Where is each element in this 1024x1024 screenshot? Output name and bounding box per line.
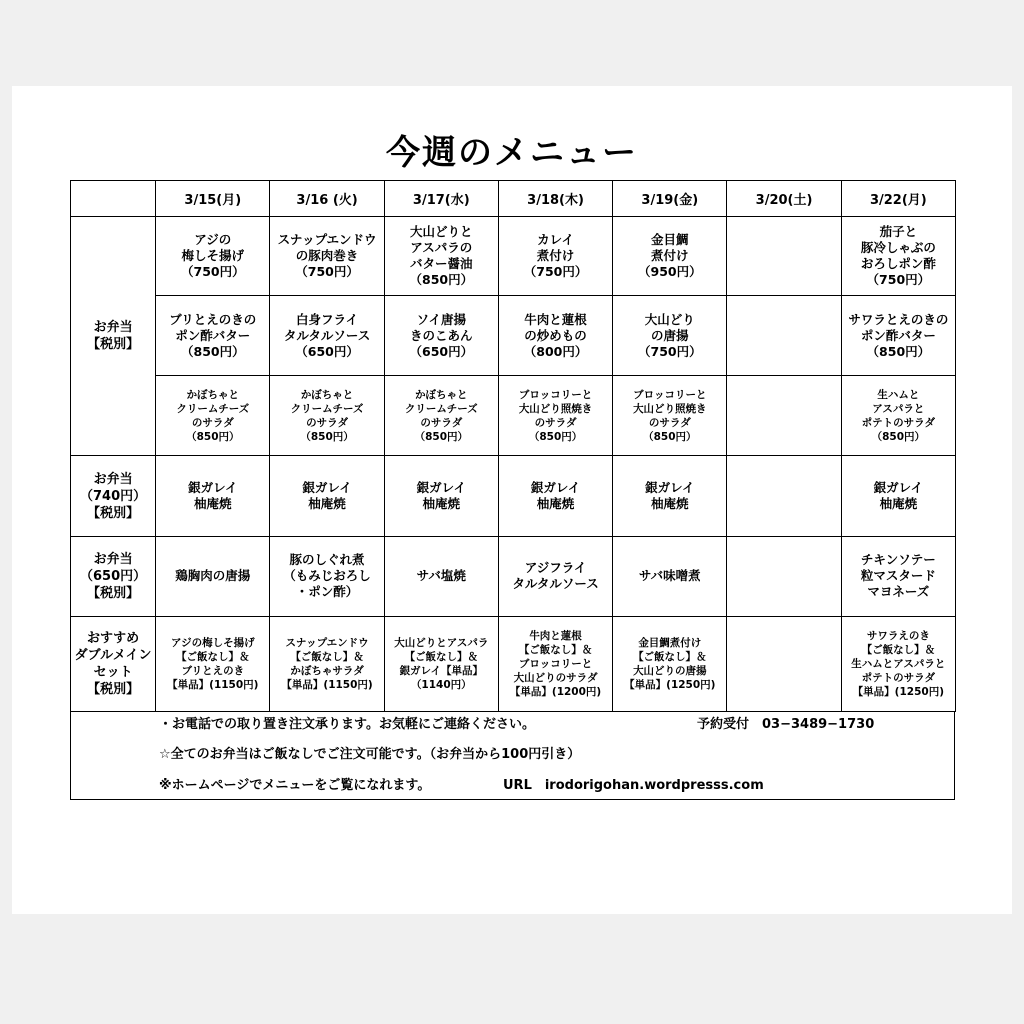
table-row	[71, 456, 956, 536]
day-header: 3/20(土)	[727, 181, 841, 217]
text-line: 大山どり照焼き	[518, 402, 593, 415]
menu-cell	[156, 456, 270, 536]
menu-cell	[613, 616, 727, 711]
table-row	[71, 217, 956, 296]
day-header: 3/18(木)	[498, 181, 612, 217]
table-row	[71, 376, 956, 456]
empty-cell	[727, 616, 841, 711]
empty-cell	[727, 456, 841, 536]
text-line: 茄子と	[879, 224, 918, 240]
text-line: 大山どり	[644, 311, 695, 327]
text-line: 【単品】(1200円)	[509, 685, 602, 698]
text-line: ・ポン酢）	[295, 584, 359, 600]
menu-cell	[841, 616, 955, 711]
corner-cell	[71, 181, 156, 217]
text-line: かぼちゃと	[300, 388, 354, 401]
menu-cell	[384, 217, 498, 296]
menu-cell	[841, 296, 955, 376]
text-line: 白身フライ	[295, 311, 359, 327]
text-line: クリームチーズ	[176, 402, 250, 415]
menu-cell	[498, 296, 612, 376]
text-line: （850円）	[866, 343, 931, 359]
text-line: 豚のしぐれ煮	[289, 552, 365, 568]
menu-cell	[156, 296, 270, 376]
menu-table	[70, 180, 956, 712]
menu-cell	[841, 217, 955, 296]
no-rice-note: ☆全てのお弁当はご飯なしでご注文可能です。（お弁当から100円引き）	[159, 747, 581, 762]
text-line: 生ハムとアスパラと	[851, 657, 946, 670]
text-line: ポン酢バター	[175, 327, 251, 343]
text-line: 梅しそ揚げ	[181, 248, 245, 264]
text-line: 【ご飯なし】＆	[290, 650, 364, 663]
menu-cell	[498, 536, 612, 616]
text-line: タルタルソース	[512, 576, 599, 592]
text-line: 柚庵焼	[194, 496, 232, 512]
text-line: のサラダ	[420, 416, 463, 429]
text-line: （750円）	[181, 264, 245, 280]
text-line: 煮付け	[651, 248, 689, 264]
text-line: かぼちゃと	[186, 388, 240, 401]
text-line: のサラダ	[648, 416, 691, 429]
text-line: 大山どりと	[410, 224, 473, 240]
text-line: おすすめ	[87, 630, 140, 646]
text-line: 銀ガレイ	[188, 480, 238, 496]
text-line: 大山どり照焼き	[633, 402, 707, 415]
text-line: 【ご飯なし】＆	[518, 643, 593, 656]
menu-cell	[156, 376, 270, 456]
category-cell	[71, 616, 156, 711]
text-line: 【ご飯なし】＆	[633, 650, 707, 663]
menu-cell	[613, 456, 727, 536]
text-line: マヨネーズ	[867, 584, 930, 600]
menu-cell	[156, 536, 270, 616]
text-line: 金目鯛	[651, 232, 689, 248]
page-title: 今週のメニュー	[386, 133, 638, 173]
text-line: 牛肉と蓮根	[524, 311, 587, 327]
homepage-note: ※ホームページでメニューをご覧になれます。	[159, 778, 431, 793]
text-line: のサラダ	[306, 416, 349, 429]
day-header: 3/15(月)	[156, 181, 270, 217]
menu-cell	[156, 616, 270, 711]
text-line: 銀ガレイ	[416, 480, 466, 496]
menu-cell	[498, 376, 612, 456]
text-line: ポテトのサラダ	[861, 671, 936, 684]
text-line: ダブルメイン	[74, 647, 152, 663]
menu-cell	[498, 456, 612, 536]
text-line: 【単品】(1150円)	[167, 678, 259, 691]
text-line: （800円）	[523, 343, 588, 359]
table-row	[71, 296, 956, 376]
text-line: きのこあん	[410, 327, 473, 343]
table-row	[71, 616, 956, 711]
text-line: （950円）	[638, 264, 702, 280]
text-line: 柚庵焼	[308, 496, 346, 512]
text-line: 粒マスタード	[860, 568, 936, 584]
text-line: サワラとえのきの	[848, 311, 949, 327]
text-line: （740円）	[80, 488, 147, 504]
text-line: 銀ガレイ	[302, 480, 352, 496]
text-line: かぼちゃサラダ	[290, 664, 364, 677]
header-row	[71, 181, 956, 217]
text-line: （750円）	[638, 343, 702, 359]
text-line: （850円）	[643, 430, 697, 443]
category-cell	[71, 536, 156, 616]
category-cell	[71, 217, 156, 456]
menu-cell	[613, 536, 727, 616]
text-line: スナップエンドウ	[285, 636, 369, 649]
text-line: （850円）	[181, 343, 245, 359]
menu-cell	[156, 217, 270, 296]
text-line: （850円）	[409, 272, 474, 288]
text-line: アジフライ	[524, 560, 587, 576]
text-line: の豚肉巻き	[295, 248, 359, 264]
text-line: （750円）	[523, 264, 588, 280]
day-header: 3/22(月)	[841, 181, 955, 217]
menu-cell	[613, 376, 727, 456]
text-line: ブリとえのき	[181, 664, 245, 677]
menu-cell	[841, 456, 955, 536]
notes-box	[70, 711, 955, 800]
text-line: ブロッコリーと	[633, 388, 707, 401]
text-line: 【税別】	[87, 337, 140, 353]
text-line: アジの	[194, 232, 232, 248]
text-line: （750円）	[866, 272, 931, 288]
text-line: （850円）	[528, 430, 583, 443]
text-line: ブロッコリーと	[518, 657, 593, 670]
menu-cell	[270, 616, 384, 711]
menu-cell	[270, 456, 384, 536]
text-line: スナップエンドウ	[277, 232, 377, 248]
text-line: 【ご飯なし】＆	[404, 650, 479, 663]
text-line: ブロッコリーと	[518, 388, 593, 401]
text-line: 柚庵焼	[422, 496, 461, 512]
website-url: URL irodorigohan.wordpresss.com	[503, 778, 764, 793]
text-line: （1140円）	[410, 678, 472, 691]
empty-cell	[727, 376, 841, 456]
text-line: （850円）	[871, 430, 926, 443]
text-line: サバ塩焼	[416, 568, 466, 584]
menu-cell	[270, 536, 384, 616]
text-line: 【ご飯なし】＆	[176, 650, 250, 663]
menu-cell	[613, 217, 727, 296]
text-line: サワラえのき	[866, 629, 930, 642]
text-line: （もみじおろし	[283, 568, 371, 584]
day-header: 3/19(金)	[613, 181, 727, 217]
menu-cell	[384, 296, 498, 376]
text-line: 【税別】	[87, 681, 140, 697]
text-line: （650円）	[80, 568, 147, 584]
text-line: アスパラの	[410, 240, 473, 256]
text-line: （850円）	[186, 430, 240, 443]
empty-cell	[727, 217, 841, 296]
text-line: 【ご飯なし】＆	[861, 643, 936, 656]
text-line: クリームチーズ	[404, 402, 478, 415]
text-line: 豚冷しゃぶの	[860, 240, 936, 256]
text-line: 鶏胸肉の唐揚	[175, 568, 251, 584]
text-line: 金目鯛煮付け	[638, 636, 702, 649]
category-cell	[71, 456, 156, 536]
text-line: クリームチーズ	[290, 402, 364, 415]
reservation-phone: 予約受付 03−3489−1730	[697, 717, 875, 732]
empty-cell	[727, 536, 841, 616]
menu-cell	[270, 217, 384, 296]
text-line: チキンソテー	[860, 552, 936, 568]
text-line: 【単品】(1250円)	[852, 685, 944, 698]
text-line: のサラダ	[191, 416, 234, 429]
menu-cell	[384, 376, 498, 456]
menu-cell	[498, 616, 612, 711]
text-line: 銀ガレイ	[873, 480, 924, 496]
menu-cell	[498, 217, 612, 296]
menu-cell	[384, 536, 498, 616]
day-header: 3/16 (火)	[270, 181, 384, 217]
text-line: 煮付け	[536, 248, 575, 264]
text-line: （850円）	[414, 430, 469, 443]
text-line: のサラダ	[534, 416, 577, 429]
text-line: 銀ガレイ【単品】	[399, 664, 484, 677]
text-line: 【税別】	[87, 585, 140, 601]
menu-cell	[270, 376, 384, 456]
text-line: お弁当	[93, 320, 133, 336]
text-line: 大山どりの唐揚	[633, 664, 707, 677]
text-line: ポテトのサラダ	[861, 416, 936, 429]
menu-cell	[613, 296, 727, 376]
menu-cell	[841, 536, 955, 616]
menu-cell	[841, 376, 955, 456]
text-line: （850円）	[300, 430, 354, 443]
text-line: かぼちゃと	[415, 388, 468, 401]
empty-cell	[727, 296, 841, 376]
text-line: カレイ	[537, 232, 574, 248]
text-line: お弁当	[93, 471, 133, 487]
text-line: おろしポン酢	[860, 256, 936, 272]
text-line: お弁当	[93, 551, 133, 567]
menu-cell	[384, 456, 498, 536]
text-line: 銀ガレイ	[530, 480, 581, 496]
text-line: 【単品】(1150円)	[281, 678, 373, 691]
text-line: セット	[93, 664, 133, 680]
text-line: の炒めもの	[524, 327, 587, 343]
text-line: の唐揚	[651, 327, 689, 343]
text-line: ソイ唐揚	[416, 311, 466, 327]
text-line: 柚庵焼	[536, 496, 575, 512]
text-line: 大山どりのサラダ	[513, 671, 598, 684]
menu-cell	[270, 296, 384, 376]
day-header: 3/17(水)	[384, 181, 498, 217]
text-line: （750円）	[295, 264, 359, 280]
phone-order-note: ・お電話での取り置き注文承ります。お気軽にご連絡ください。	[159, 717, 535, 732]
text-line: 生ハムと	[877, 388, 920, 401]
text-line: バター醤油	[410, 256, 473, 272]
text-line: 柚庵焼	[651, 496, 689, 512]
text-line: サバ味噌煮	[638, 568, 701, 584]
text-line: 銀ガレイ	[645, 480, 695, 496]
text-line: 大山どりとアスパラ	[394, 636, 489, 649]
text-line: タルタルソース	[283, 327, 371, 343]
table-row	[71, 536, 956, 616]
menu-cell	[384, 616, 498, 711]
text-line: ブリとえのきの	[169, 311, 257, 327]
text-line: アスパラと	[872, 402, 925, 415]
text-line: 【税別】	[87, 505, 140, 521]
text-line: 牛肉と蓮根	[529, 629, 582, 642]
text-line: ポン酢バター	[860, 327, 936, 343]
text-line: アジの梅しそ揚げ	[171, 636, 255, 649]
text-line: （650円）	[409, 343, 474, 359]
text-line: 【単品】(1250円)	[624, 678, 716, 691]
text-line: （650円）	[295, 343, 359, 359]
text-line: 柚庵焼	[879, 496, 918, 512]
